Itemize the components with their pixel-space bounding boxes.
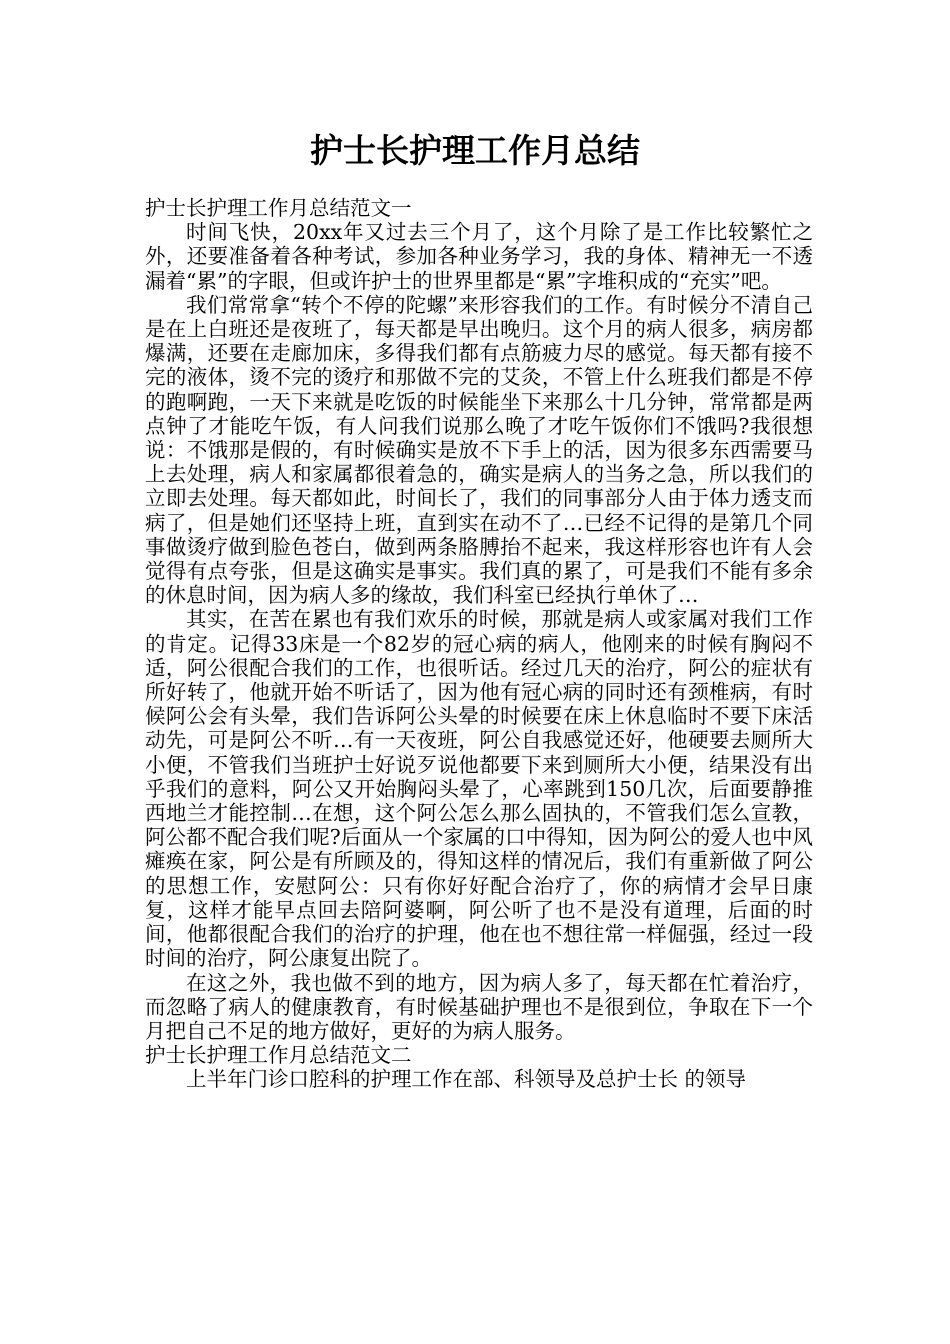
- paragraph-2: 我们常常拿“转个不停的陀螺”来形容我们的工作。有时候分不清自己是在上白班还是夜班了，每天都是早出晚归。这个月的病人很多，病房都爆满，还要在走廊加床，多得我们都有点筋疲力尽的感觉。每天都有接不完的液体，烫不完的烫疗和那做不完的艾灸，不管上什么班我们都是不停的跑啊跑，一天下来就是吃饭的时候能坐下来那么十几分钟，常常都是两点钟了才能吃午饭，有人问我们说那么晚了才吃午饭你们不饿吗?我很想说：不饿那是假的，有时候确实是放不下手上的活，因为很多东西需要马上去处理，病人和家属都很着急的，确实是病人的当务之急，所以我们的立即去处理。每天都如此，时间长了，我们的同事部分人由于体力透支而病了，但是她们还坚持上班，直到实在动不了…已经不记得的是第几个同事做烫疗做到脸色苍白，做到两条胳膊抬不起来，我这样形容也许有人会觉得有点夸张，但是这确实是事实。我们真的累了，可是我们不能有多余的休息时间，因为病人多的缘故，我们科室已经执行单休了…: [145, 292, 813, 608]
- paragraph-5: 上半年门诊口腔科的护理工作在部、科领导及总护士长 的领导: [186, 1067, 747, 1092]
- section-heading-2: 护士长护理工作月总结范文二: [145, 1043, 412, 1068]
- paragraph-1: 时间飞快，20xx年又过去三个月了，这个月除了是工作比较繁忙之外，还要准备着各种考试，参加各种业务学习，我的身体、精神无一不透漏着“累”的字眼，但或许护士的世界里都是“累”字堆积成的“充实”吧。: [145, 220, 813, 293]
- document-body: [145, 196, 813, 1092]
- document-title: 护士长护理工作月总结: [310, 131, 640, 170]
- section-heading-1: 护士长护理工作月总结范文一: [145, 196, 412, 220]
- paragraph-3: 其实，在苦在累也有我们欢乐的时候，那就是病人或家属对我们工作的肯定。记得33床是一个82岁的冠心病的病人，他刚来的时候有胸闷不适，阿公很配合我们的工作，也很听话。经过几天的治疗，阿公的症状有所好转了，他就开始不听话了，因为他有冠心病的同时还有颈椎病，有时候阿公会有头晕，我们告诉阿公头晕的时候要在床上休息临时不要下床活动先，可是阿公不听…有一天夜班，阿公自我感觉还好，他硬要去厕所大小便，不管我们当班护士好说歹说他都要下来到厕所大小便，结果没有出乎我们的意料，阿公又开始胸闷头晕了，心率跳到150几次，后面要静推西地兰才能控制…在想，这个阿公怎么那么固执的，不管我们怎么宣教，阿公都不配合我们呢?后面从一个家属的口中得知，因为阿公的爱人也中风瘫痪在家，阿公是有所顾及的，得知这样的情况后，我们有重新做了阿公的思想工作，安慰阿公：只有你好好配合治疗了，你的病情才会早日康复，这样才能早点回去陪阿婆啊，阿公听了也不是没有道理，后面的时间，他都很配合我们的治疗的护理，他在也不想往常一样倔强，经过一段时间的治疗，阿公康复出院了。: [145, 607, 813, 971]
- paragraph-4: 在这之外，我也做不到的地方，因为病人多了，每天都在忙着治疗，而忽略了病人的健康教育，有时候基础护理也不是很到位，争取在下一个月把自己不足的地方做好，更好的为病人服务。: [145, 970, 813, 1043]
